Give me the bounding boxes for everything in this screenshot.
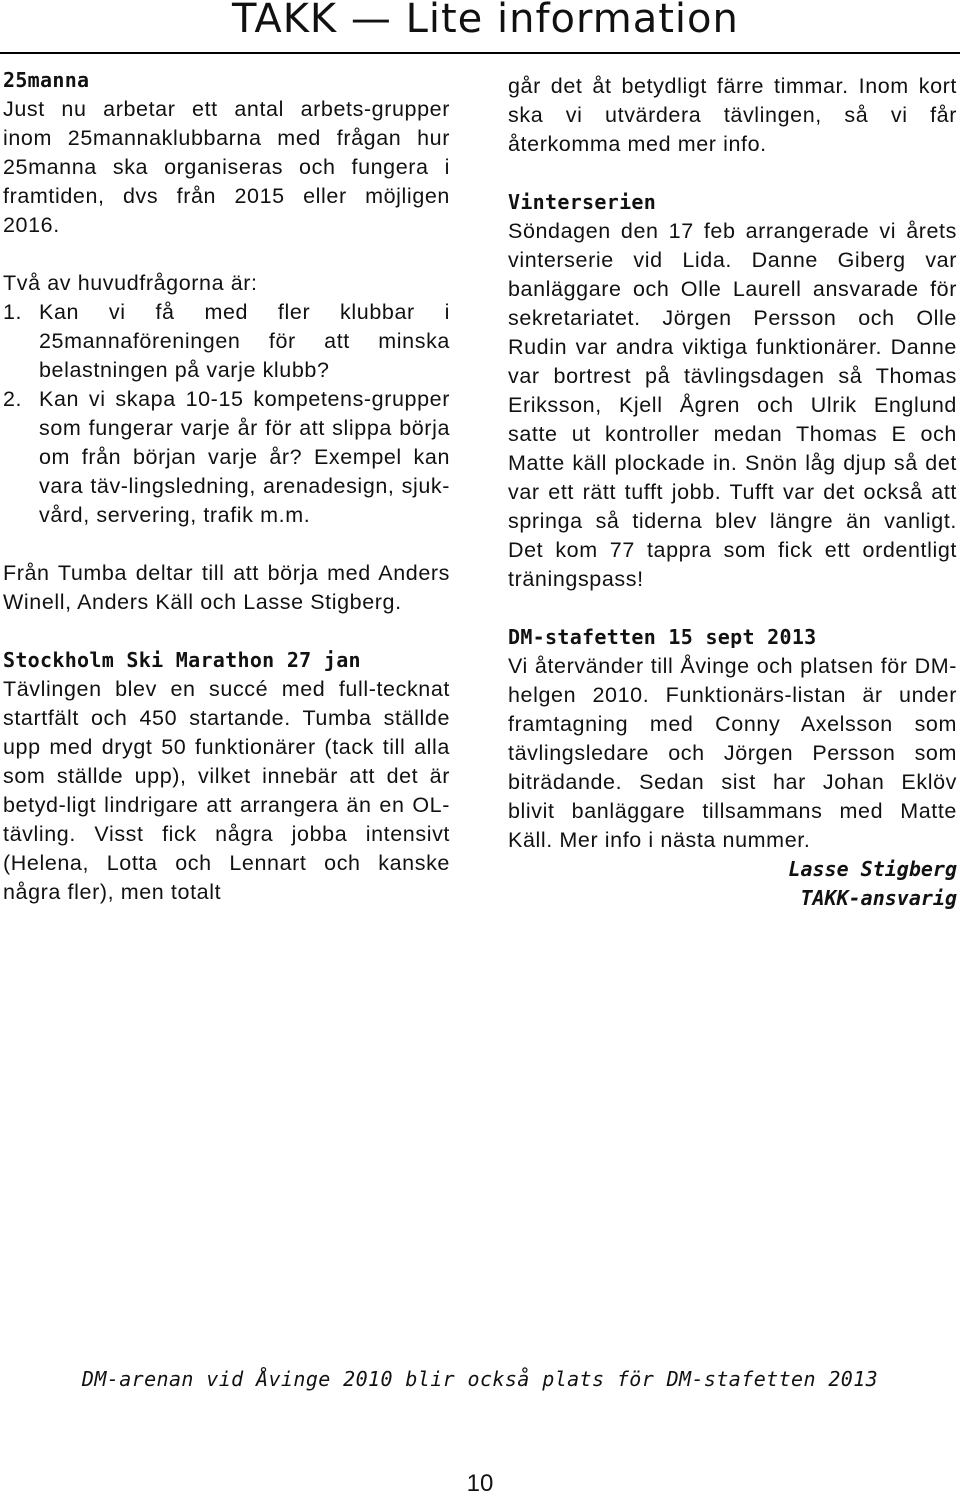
paragraph-continuation: går det åt betydligt färre timmar. Inom kort ska vi utvärdera tävlingen, så vi får återkomma med mer info. <box>508 74 957 156</box>
page-title: TAKK — Lite information <box>232 0 739 42</box>
left-column <box>3 66 450 907</box>
list-item-number: 1. <box>3 300 23 324</box>
paragraph-tumba-participants: Från Tumba deltar till att börja med Anders Winell, Anders Käll och Lasse Stigberg. <box>3 561 450 614</box>
list-item-text: Kan vi få med fler klubbar i 25mannaföreningen för att minska belastningen på varje klubb? <box>39 300 450 382</box>
right-column <box>508 72 957 913</box>
signature-name: Lasse Stigberg <box>788 857 957 881</box>
section-heading-ski-marathon: Stockholm Ski Marathon 27 jan <box>3 648 361 672</box>
paragraph-vinterserien: Söndagen den 17 feb arrangerade vi årets vinterserie vid Lida. Danne Giberg var banläggare och Olle Laurell ansvarade för sekretariatet. Jörgen Persson och Olle Rudin var andra viktiga funktionärer. Danne var bortrest på tävlingsdagen så Thomas Eriksson, Kjell Ågren och Ulrik Englund satte ut kontroller medan Thomas E och Matte käll plockade in. Snön låg djup så det var ett rätt tufft jobb. Tufft var det också att springa så tiderna blev längre än vanligt. Det kom 77 tappra som fick ett ordentligt träningspass! <box>508 219 957 591</box>
paragraph-dm-stafetten: Vi återvänder till Åvinge och platsen för DM-helgen 2010. Funktionärs-listan är under framtagning med Conny Axelsson som tävlingsledare och Jörgen Persson som biträdande. Sedan sist har Johan Eklöv blivit banläggare tillsammans med Matte Käll. Mer info i nästa nummer. <box>508 654 957 852</box>
image-caption: DM-arenan vid Åvinge 2010 blir också plats för DM-stafetten 2013 <box>81 1367 879 1391</box>
paragraph-ski-marathon: Tävlingen blev en succé med full-tecknat startfält och 450 startande. Tumba ställde upp med drygt 50 funktionärer (tack till alla som ställde upp), vilket innebär att det är betyd-ligt lindrigare att arrangera än en OL-tävling. Visst fick några jobba intensivt (Helena, Lotta och Lennart och kanske några fler), men totalt <box>3 677 450 904</box>
list-intro: Två av huvudfrågorna är: <box>3 271 258 295</box>
list-item <box>3 298 450 385</box>
section-heading-25manna: 25manna <box>3 68 90 92</box>
page-number: 10 <box>466 1470 494 1497</box>
section-heading-dm-stafetten: DM-stafetten 15 sept 2013 <box>508 625 817 649</box>
list-item-text: Kan vi skapa 10-15 kompetens-grupper som fungerar varje år för att slippa börja om från början varje år? Exempel kan vara täv-lingsledning, arenadesign, sjuk-vård, servering, trafik m.m. <box>39 387 450 527</box>
paragraph-25manna-intro: Just nu arbetar ett antal arbets-grupper inom 25mannaklubbarna med frågan hur 25manna ska organiseras och fungera i framtiden, dvs från 2015 eller möjligen 2016. <box>3 97 450 237</box>
list-item-number: 2. <box>3 387 23 411</box>
signature-role: TAKK-ansvarig <box>800 886 957 910</box>
list-item <box>3 385 450 530</box>
page-header <box>0 0 960 54</box>
section-heading-vinterserien: Vinterserien <box>508 190 657 214</box>
question-list <box>3 298 450 530</box>
